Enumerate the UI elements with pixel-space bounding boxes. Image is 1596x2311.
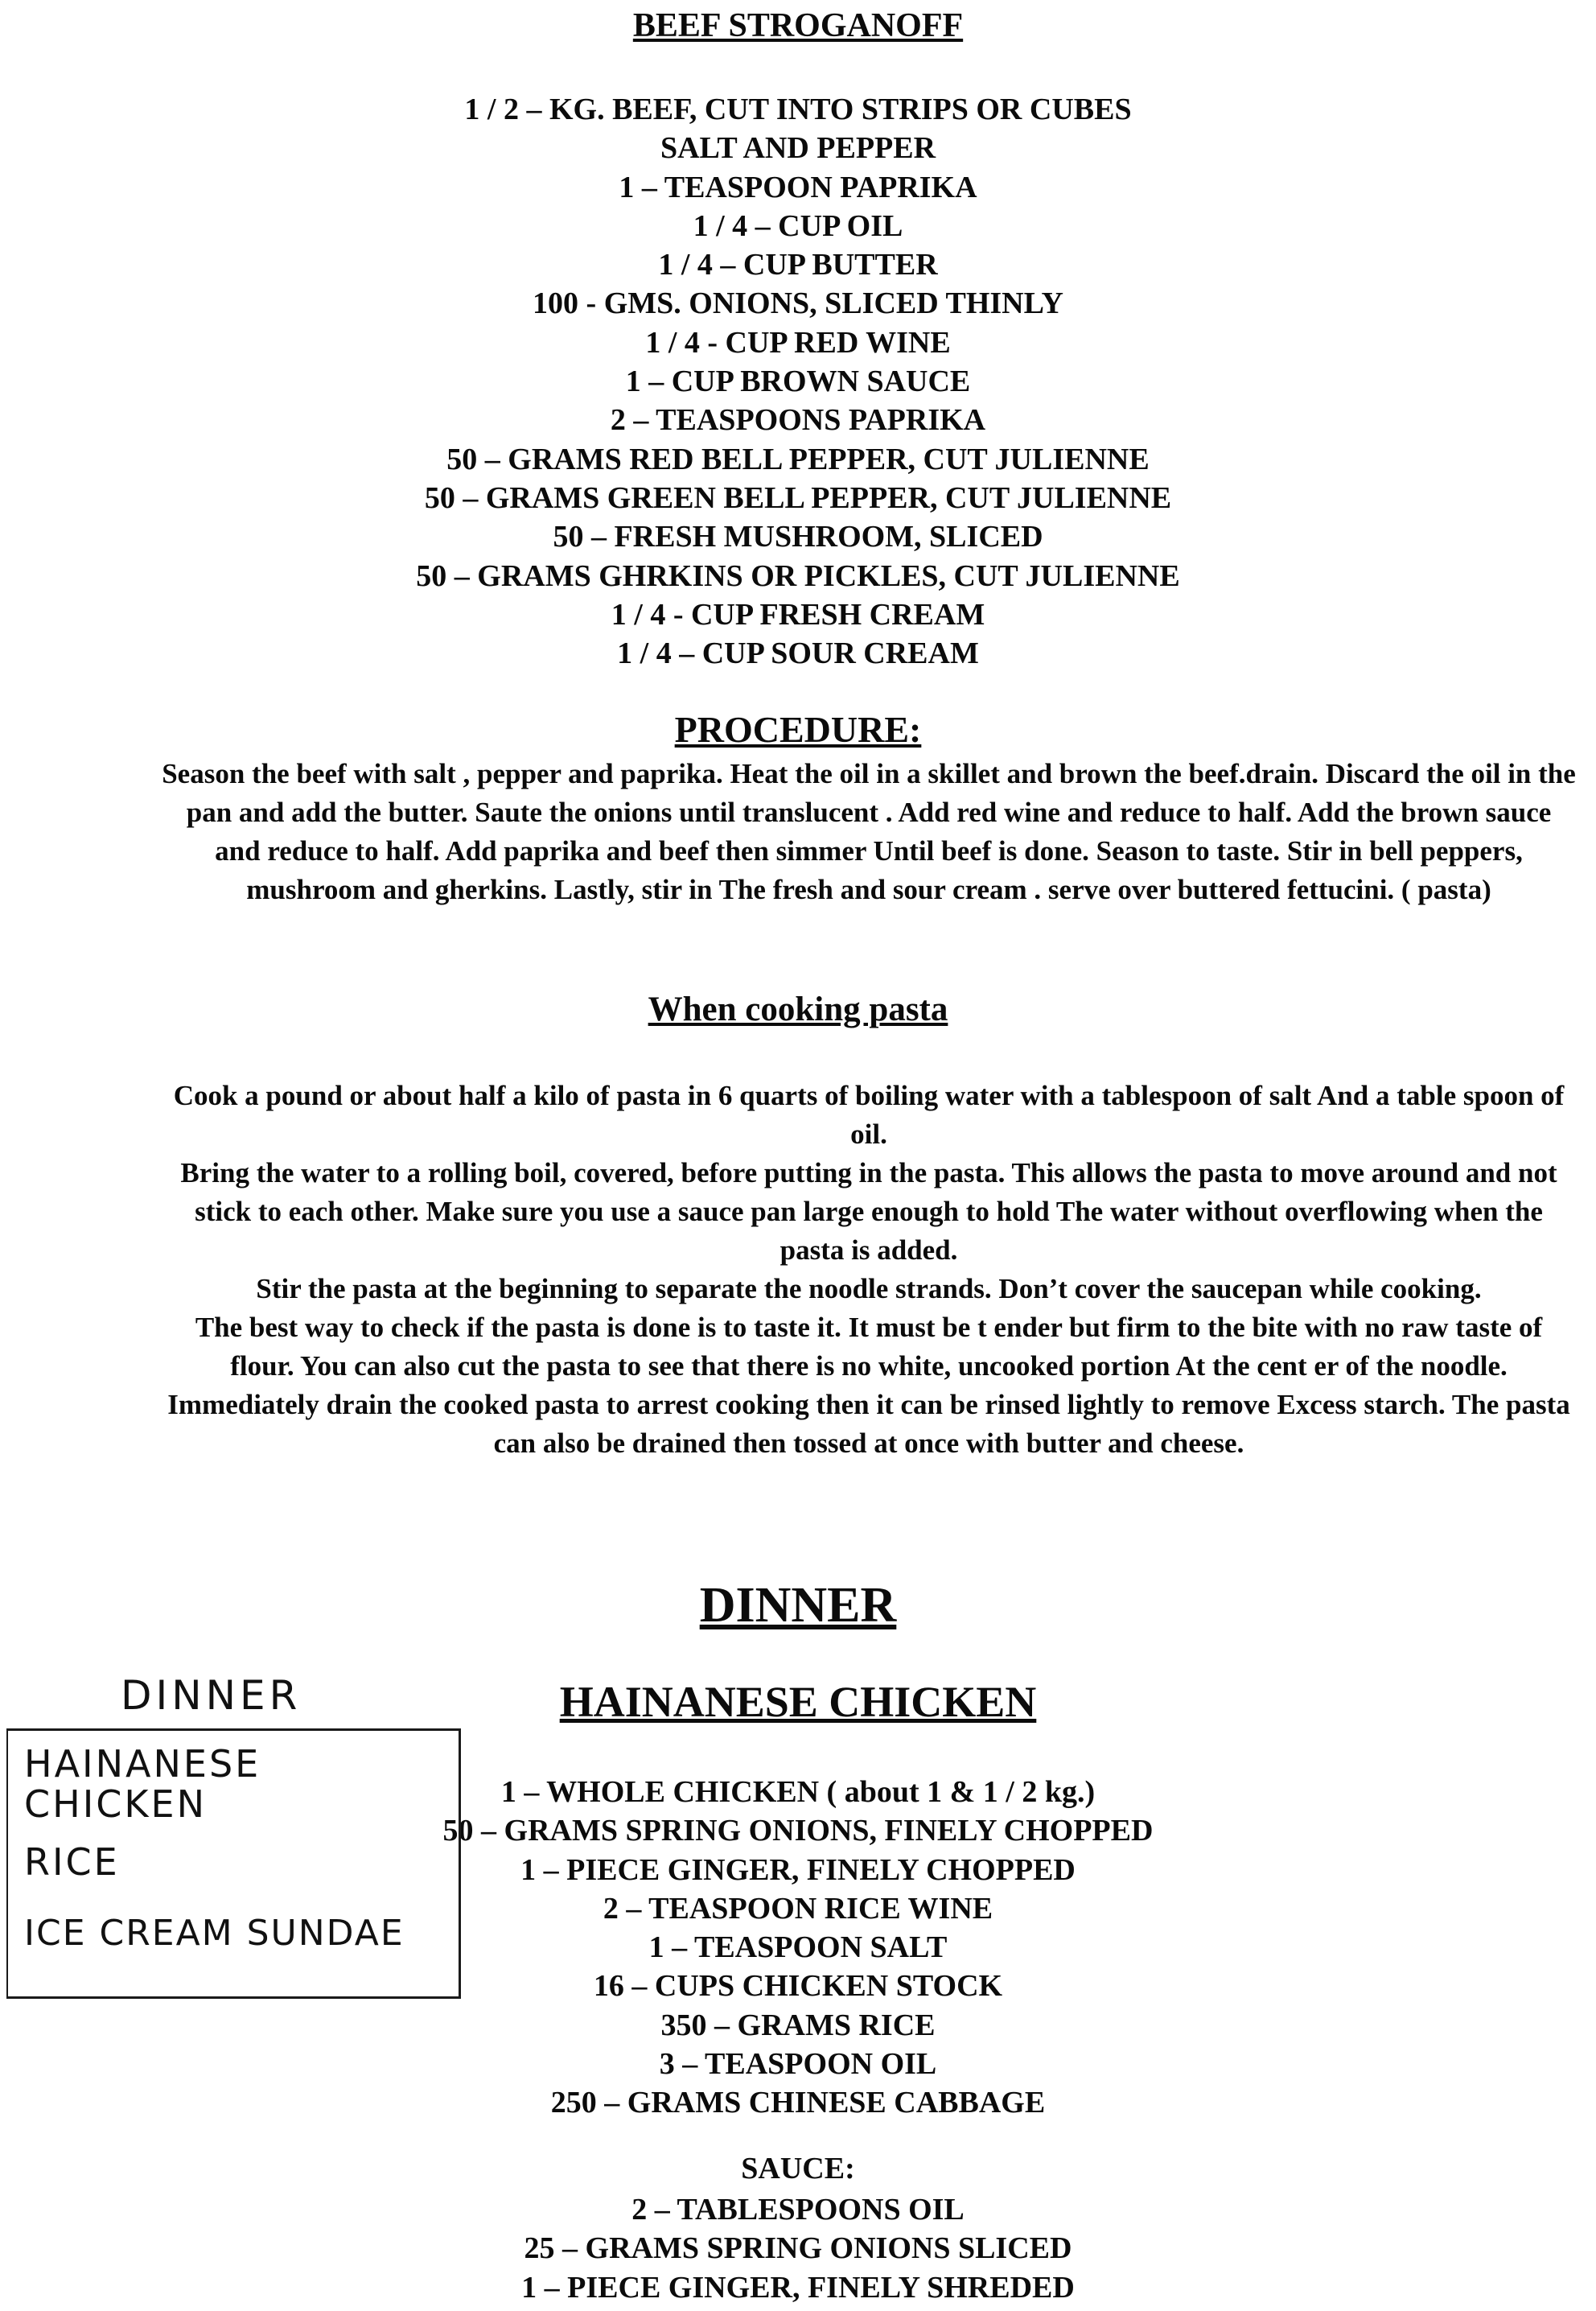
dinner-heading: DINNER	[699, 1578, 897, 1633]
sauce-heading: SAUCE:	[741, 2152, 855, 2185]
ingredient-line: 16 – CUPS CHICKEN STOCK	[593, 1969, 1003, 2004]
ingredient-line: 1 – TEASPOON SALT	[648, 1930, 948, 1965]
ingredient-line: 350 – GRAMS RICE	[660, 2008, 936, 2042]
pasta-instructions	[161, 1077, 1577, 1463]
recipe-title-stroganoff: BEEF STROGANOFF	[632, 7, 964, 44]
ingredient-line: 1 / 2 – KG. BEEF, CUT INTO STRIPS OR CUBES	[464, 93, 1132, 126]
pasta-paragraph: Bring the water to a rolling boil, covered, before putting in the pasta. This allows the pasta to move around and not stick to each other. Make sure you use a sauce pan large enough to hold The water without overflowing when the pasta is added.	[180, 1157, 1557, 1266]
ingredient-line: 1 / 4 - CUP RED WINE	[645, 325, 951, 360]
sauce-ingredient-list	[0, 2190, 1596, 2307]
ingredient-line: 2 – TABLESPOONS OIL	[631, 2193, 965, 2227]
ingredient-line: 2 – TEASPOON RICE WINE	[603, 1891, 993, 1926]
handwritten-note-item: RICE	[24, 1840, 120, 1884]
handwritten-note-item: ICE CREAM SUNDAE	[24, 1913, 405, 1954]
pasta-paragraph: The best way to check if the pasta is done is to taste it. It must be t ender but firm to the bite with no raw taste of flour. You can also cut the pasta to see that there is no white, uncooked portion At the cent er of the noodle.	[195, 1312, 1543, 1382]
ingredient-line: 50 – GRAMS GREEN BELL PEPPER, CUT JULIENNE	[424, 480, 1172, 515]
ingredient-line: 25 – GRAMS SPRING ONIONS SLICED	[524, 2231, 1072, 2266]
ingredient-line: 50 – GRAMS SPRING ONIONS, FINELY CHOPPED	[442, 1814, 1154, 1848]
ingredient-line: 1 / 4 – CUP SOUR CREAM	[617, 636, 979, 671]
ingredient-line: 100 - GMS. ONIONS, SLICED THINLY	[533, 286, 1063, 321]
ingredient-line: 1 – CUP BROWN SAUCE	[625, 365, 971, 399]
recipe-title-hainanese: HAINANESE CHICKEN	[559, 1678, 1037, 1726]
ingredient-line: 2 – TEASPOONS PAPRIKA	[610, 403, 986, 438]
ingredient-line: 1 – PIECE GINGER, FINELY SHREDED	[521, 2270, 1075, 2305]
procedure-text: Season the beef with salt , pepper and paprika. Heat the oil in a skillet and brown the beef.drain. Discard the oil in the pan and add the butter. Saute the onions until translucent . Add red wine and reduce to half. Add the brown sauce and reduce to half. Add paprika and beef then simmer Until beef is done. Season to taste. Stir in bell peppers, mushroom and gherkins. Lastly, stir in The fresh and sour cream . serve over buttered fettucini. ( pasta)	[162, 758, 1576, 905]
pasta-heading: When cooking pasta	[648, 991, 948, 1028]
ingredient-line: 1 / 4 - CUP FRESH CREAM	[611, 597, 985, 632]
ingredient-line: 1 – PIECE GINGER, FINELY CHOPPED	[520, 1852, 1076, 1887]
pasta-paragraph: Stir the pasta at the beginning to separate the noodle strands. Don’t cover the saucepan while cooking.	[256, 1273, 1482, 1304]
ingredient-line: 50 – GRAMS RED BELL PEPPER, CUT JULIENNE	[446, 442, 1150, 476]
ingredient-line: SALT AND PEPPER	[660, 131, 936, 166]
ingredient-line: 50 – GRAMS GHRKINS OR PICKLES, CUT JULIENNE	[416, 558, 1180, 593]
pasta-paragraph: Cook a pound or about half a kilo of pasta in 6 quarts of boiling water with a tablespoon of salt And a table spoon of oil.	[173, 1080, 1565, 1150]
ingredient-line: 3 – TEASPOON OIL	[659, 2047, 937, 2082]
pasta-paragraph: Immediately drain the cooked pasta to arrest cooking then it can be rinsed lightly to remove Excess starch. The pasta can also be drained then tossed at once with butter and cheese.	[167, 1389, 1570, 1459]
procedure-heading: PROCEDURE:	[674, 709, 922, 750]
handwritten-menu-note	[6, 1728, 461, 1999]
handwritten-note-item: HAINANESE	[24, 1742, 261, 1786]
handwritten-note-heading: DINNER	[121, 1672, 302, 1719]
ingredient-line: 50 – FRESH MUSHROOM, SLICED	[553, 520, 1043, 554]
ingredient-line: 1 / 4 – CUP OIL	[693, 208, 903, 243]
stroganoff-ingredient-list	[0, 90, 1596, 673]
ingredient-line: 1 / 4 – CUP BUTTER	[658, 248, 938, 282]
ingredient-line: 1 – WHOLE CHICKEN ( about 1 & 1 / 2 kg.)	[500, 1775, 1096, 1809]
handwritten-note-item: CHICKEN	[24, 1782, 208, 1826]
ingredient-line: 1 – TEASPOON PAPRIKA	[619, 170, 977, 204]
ingredient-line: 250 – GRAMS CHINESE CABBAGE	[550, 2086, 1046, 2120]
